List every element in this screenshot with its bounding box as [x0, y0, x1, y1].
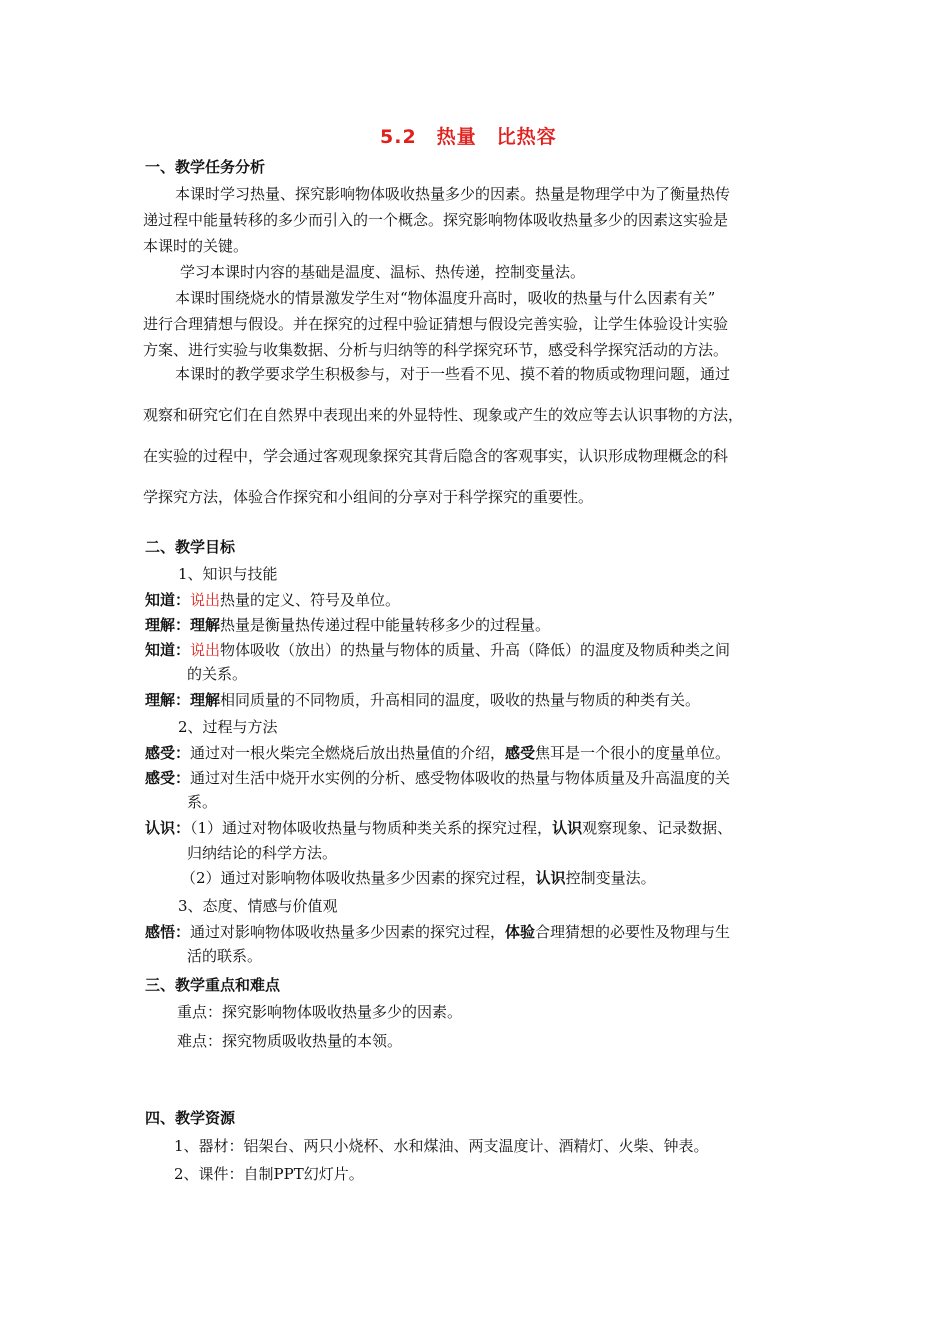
difficult-point: 难点：探究物质吸收热量的本领。 — [177, 1032, 403, 1050]
objective-item — [145, 818, 732, 838]
objective-text: （2）通过对影响物体吸收热量多少因素的探究过程， — [181, 869, 536, 887]
key-point: 重点：探究影响物体吸收热量多少的因素。 — [177, 1003, 463, 1021]
objective-verb: 认识 — [552, 819, 583, 837]
paragraph-line: 本课时围绕烧水的情景激发学生对“物体温度升高时，吸收的热量与什么因素有关” — [175, 289, 716, 307]
objective-continuation: 的关系。 — [187, 665, 248, 683]
paragraph-line: 进行合理猜想与假设。并在探究的过程中验证猜想与假设完善实验，让学生体验设计实验 — [143, 315, 729, 333]
objective-text: 相同质量的不同物质，升高相同的温度，吸收的热量与物质的种类有关。 — [220, 691, 701, 709]
objective-continuation: 活的联系。 — [187, 947, 263, 965]
objective-text: 观察现象、记录数据、 — [582, 819, 733, 837]
section-heading-objectives: 二、教学目标 — [145, 538, 236, 556]
paragraph-line: 递过程中能量转移的多少而引入的一个概念。探究影响物体吸收热量多少的因素这实验是 — [143, 211, 729, 229]
subheading-attitude: 3、态度、情感与价值观 — [178, 897, 338, 915]
objective-text: 控制变量法。 — [565, 869, 656, 887]
resource-item: 2、课件：自制PPT幻灯片。 — [174, 1165, 364, 1183]
objective-label: 知道： — [145, 641, 191, 659]
objective-verb: 认识 — [535, 869, 566, 887]
objective-label: 理解： — [145, 691, 191, 709]
section-heading-resources: 四、教学资源 — [145, 1109, 236, 1127]
objective-verb: 理解 — [190, 616, 221, 634]
objective-verb: 体验 — [505, 923, 536, 941]
subheading-knowledge: 1、知识与技能 — [178, 565, 278, 583]
objective-text: 焦耳是一个很小的度量单位。 — [535, 744, 731, 762]
objective-continuation: 系。 — [187, 793, 218, 811]
objective-verb: 感受 — [505, 744, 536, 762]
objective-label: 知道： — [145, 591, 191, 609]
section-heading-key-points: 三、教学重点和难点 — [145, 976, 281, 994]
objective-verb: 说出 — [190, 641, 221, 659]
objective-label: 认识： — [145, 819, 191, 837]
section-heading-task-analysis: 一、教学任务分析 — [145, 158, 266, 176]
objective-item — [145, 743, 730, 763]
page-title: 5.2 热量 比热容 — [380, 126, 557, 148]
objective-text: 热量的定义、符号及单位。 — [220, 591, 401, 609]
objective-text: （1）通过对物体吸收热量与物质种类关系的探究过程， — [190, 819, 553, 837]
objective-verb: 理解 — [190, 691, 221, 709]
objective-text: 物体吸收（放出）的热量与物体的质量、升高（降低）的温度及物质种类之间 — [220, 641, 731, 659]
objective-label: 理解： — [145, 616, 191, 634]
paragraph-line: 学习本课时内容的基础是温度、温标、热传递，控制变量法。 — [180, 263, 586, 281]
objective-text: 通过对影响物体吸收热量多少因素的探究过程， — [190, 923, 506, 941]
objective-verb: 说出 — [190, 591, 221, 609]
resource-item: 1、器材：铝架台、两只小烧杯、水和煤油、两支温度计、酒精灯、火柴、钟表。 — [174, 1137, 709, 1155]
objective-label: 感受： — [145, 769, 191, 787]
objective-label: 感受： — [145, 744, 191, 762]
paragraph-line: 在实验的过程中，学会通过客观现象探究其背后隐含的客观事实，认识形成物理概念的科 — [143, 447, 729, 465]
paragraph-line: 学探究方法，体验合作探究和小组间的分享对于科学探究的重要性。 — [143, 488, 594, 506]
objective-item — [145, 640, 730, 660]
objective-item — [145, 690, 700, 710]
objective-item — [145, 615, 550, 635]
paragraph-line: 方案、进行实验与收集数据、分析与归纳等的科学探究环节，感受科学探究活动的方法。 — [143, 341, 729, 359]
paragraph-line: 观察和研究它们在自然界中表现出来的外显特性、现象或产生的效应等去认识事物的方法， — [143, 406, 744, 424]
objective-item — [145, 590, 400, 610]
paragraph-line: 本课时学习热量、探究影响物体吸收热量多少的因素。热量是物理学中为了衡量热传 — [175, 185, 731, 203]
objective-text: 热量是衡量热传递过程中能量转移多少的过程量。 — [220, 616, 551, 634]
objective-text: 合理猜想的必要性及物理与生 — [535, 923, 731, 941]
objective-text: 通过对一根火柴完全燃烧后放出热量值的介绍， — [190, 744, 506, 762]
objective-item — [181, 868, 656, 888]
objective-item — [145, 922, 730, 942]
paragraph-line: 本课时的教学要求学生积极参与，对于一些看不见、摸不着的物质或物理问题，通过 — [175, 365, 731, 383]
objective-item — [145, 768, 730, 788]
objective-label: 感悟： — [145, 923, 191, 941]
paragraph-line: 本课时的关键。 — [143, 237, 249, 255]
objective-text: 通过对生活中烧开水实例的分析、感受物体吸收的热量与物体质量及升高温度的关 — [190, 769, 731, 787]
objective-continuation: 归纳结论的科学方法。 — [187, 844, 338, 862]
subheading-process: 2、过程与方法 — [178, 718, 278, 736]
